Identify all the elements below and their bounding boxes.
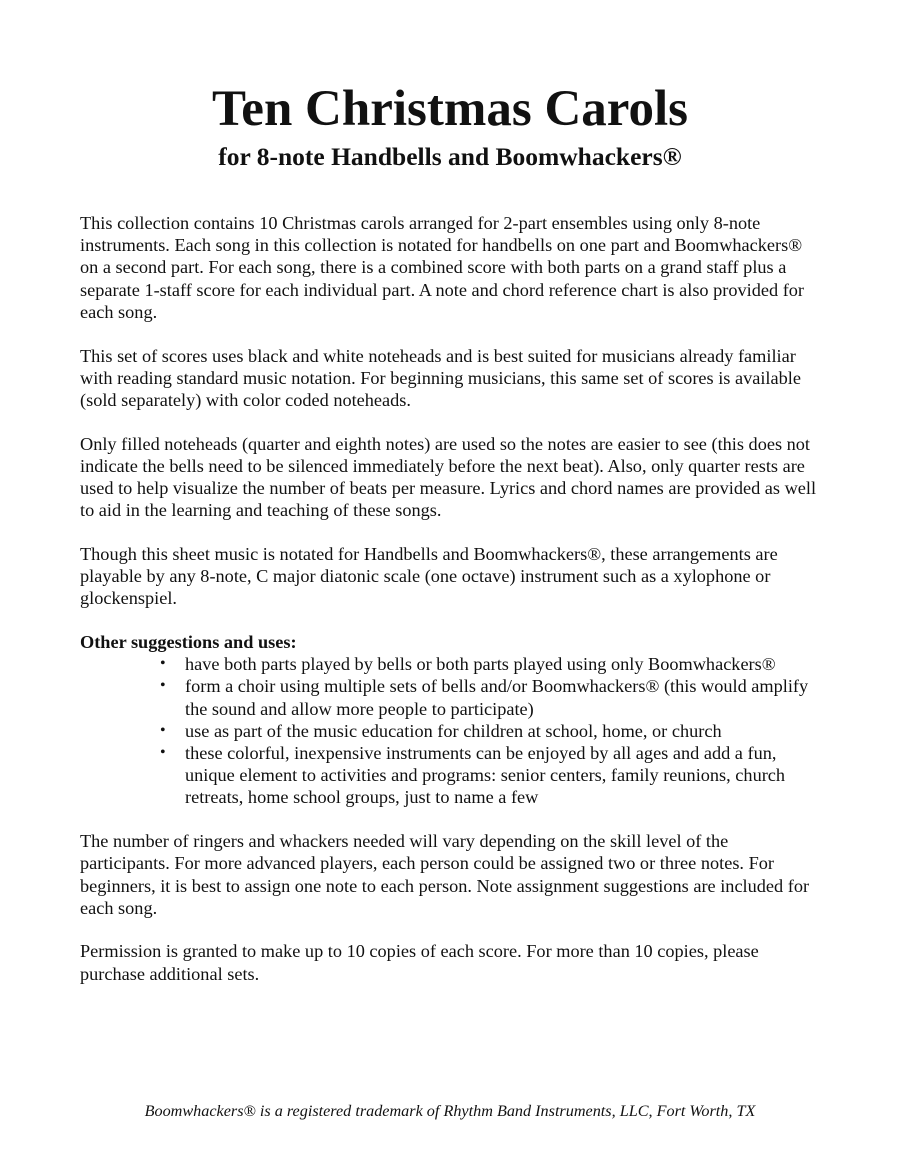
bullet-icon: • xyxy=(160,744,166,762)
bullet-icon: • xyxy=(160,677,166,695)
bullet-icon: • xyxy=(160,655,166,673)
list-item-text: use as part of the music education for children at school, home, or church xyxy=(185,720,722,741)
list-item xyxy=(80,742,820,809)
trademark-footer: Boomwhackers® is a registered trademark of Rhythm Band Instruments, LLC, Fort Worth, TX xyxy=(144,1102,756,1120)
list-item xyxy=(80,720,820,742)
ringers-paragraph: The number of ringers and whackers needed will vary depending on the skill level of the participants. For more advanced players, each person could be assigned two or three notes. For beginners, it is best to assign one note to each person. Note assignment suggestions are included for each song. xyxy=(80,831,810,918)
list-item xyxy=(80,653,820,675)
notation-paragraph: This set of scores uses black and white noteheads and is best suited for musicians already familiar with reading standard music notation. For beginning musicians, this same set of scores is available (sold separately) with color coded noteheads. xyxy=(80,345,801,410)
list-item xyxy=(80,675,820,719)
bullet-icon: • xyxy=(160,721,166,739)
intro-paragraph: This collection contains 10 Christmas carols arranged for 2-part ensembles using only 8-note instruments. Each song in this collection is notated for handbells on one part and Boomwhackers® on a second part. For each song, there is a combined score with both parts on a grand staff plus a separate 1-staff score for each individual part. A note and chord reference chart is also provided for each song. xyxy=(80,213,805,322)
instruments-paragraph: Though this sheet music is notated for Handbells and Boomwhackers®, these arrangements are playable by any 8-note, C major diatonic scale (one octave) instrument such as a xylophone or glockenspiel. xyxy=(80,543,778,609)
document-title: Ten Christmas Carols xyxy=(211,81,689,137)
permission-paragraph: Permission is granted to make up to 10 copies of each score. For more than 10 copies, please purchase additional sets. xyxy=(80,941,759,984)
list-item-text: these colorful, inexpensive instruments can be enjoyed by all ages and add a fun, unique element to activities and programs: senior centers, family reunions, church retreats, home school groups, just to name a few xyxy=(185,743,786,808)
suggestions-list xyxy=(80,653,820,808)
document-body xyxy=(80,212,820,1006)
list-item-text: have both parts played by bells or both parts played using only Boomwhackers® xyxy=(185,654,776,675)
noteheads-paragraph: Only filled noteheads (quarter and eighth notes) are used so the notes are easier to see (this does not indicate the bells need to be silenced immediately before the next beat). Also, only quarter rests are used to help visualize the number of beats per measure. Lyrics and chord names are provided as well to aid in the learning and teaching of these songs. xyxy=(80,433,817,521)
suggestions-heading: Other suggestions and uses: xyxy=(80,632,297,653)
list-item-text: form a choir using multiple sets of bells and/or Boomwhackers® (this would amplify the sound and allow more people to participate) xyxy=(185,676,809,719)
document-subtitle: for 8-note Handbells and Boomwhackers® xyxy=(218,142,682,171)
